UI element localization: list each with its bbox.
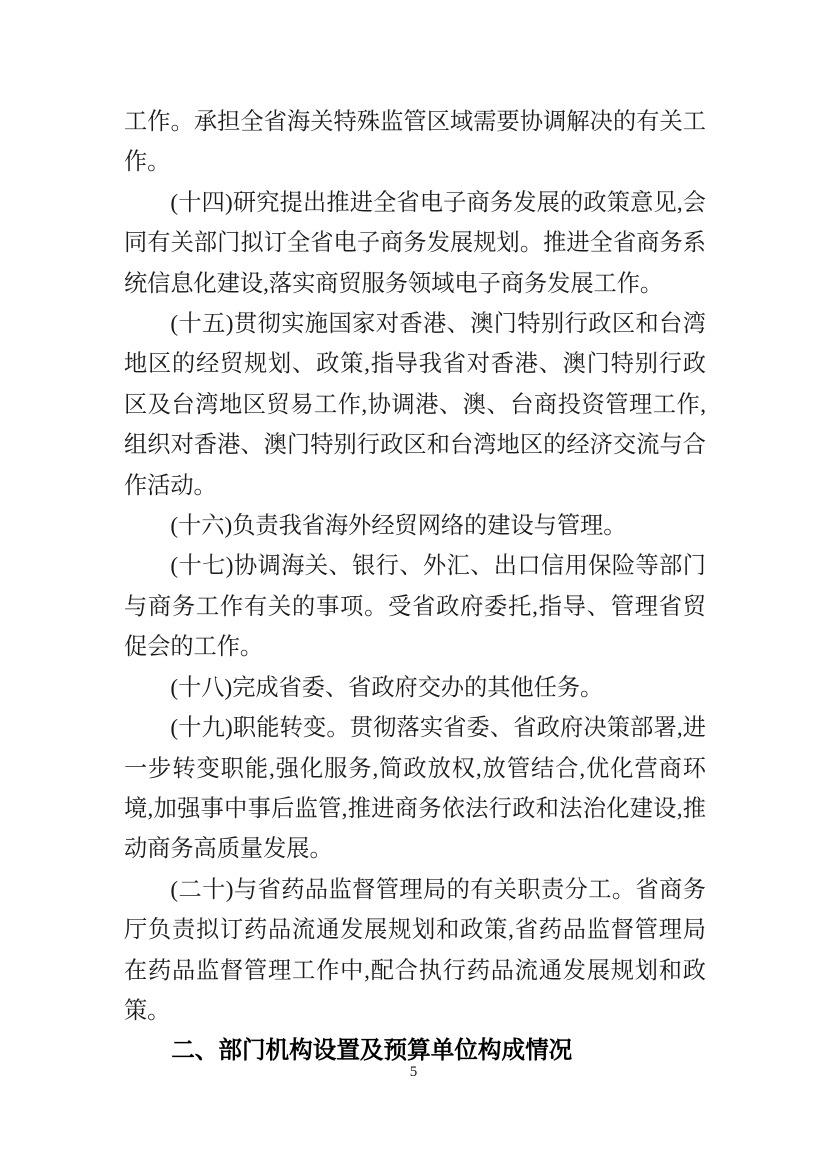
paragraph-item-14: (十四)研究提出推进全省电子商务发展的政策意见,会同有关部门拟订全省电子商务发展规划。推进全省商务系统信息化建设,落实商贸服务领域电子商务发展工作。 (124, 189, 706, 297)
paragraph-item-15: (十五)贯彻实施国家对香港、澳门特别行政区和台湾地区的经贸规划、政策,指导我省对香港、澳门特别行政区及台湾地区贸易工作,协调港、澳、台商投资管理工作,组织对香港、澳门特别行政区和台湾地区的经济交流与合作活动。 (124, 311, 706, 499)
paragraph-item-20: (二十)与省药品监督管理局的有关职责分工。省商务厅负责拟订药品流通发展规划和政策,省药品监督管理局在药品监督管理工作中,配合执行药品流通发展规划和政策。 (124, 876, 706, 1024)
paragraph-item-16: (十六)负责我省海外经贸网络的建设与管理。 (170, 513, 627, 540)
paragraph-item-19: (十九)职能转变。贯彻落实省委、省政府决策部署,进一步转变职能,强化服务,简政放权,放管结合,优化营商环境,加强事中事后监管,推进商务依法行政和法治化建设,推动商务高质量发展。 (124, 715, 706, 863)
page-number: 5 (409, 1064, 418, 1080)
paragraph-item-18: (十八)完成省委、省政府交办的其他任务。 (170, 674, 604, 701)
paragraph-continuation: 工作。承担全省海关特殊监管区域需要协调解决的有关工作。 (124, 109, 706, 176)
paragraph-item-17: (十七)协调海关、银行、外汇、出口信用保险等部门与商务工作有关的事项。受省政府委托,指导、管理省贸促会的工作。 (124, 553, 706, 661)
document-text-block (124, 102, 706, 1072)
section-heading: 二、部门机构设置及预算单位构成情况 (171, 1038, 573, 1065)
